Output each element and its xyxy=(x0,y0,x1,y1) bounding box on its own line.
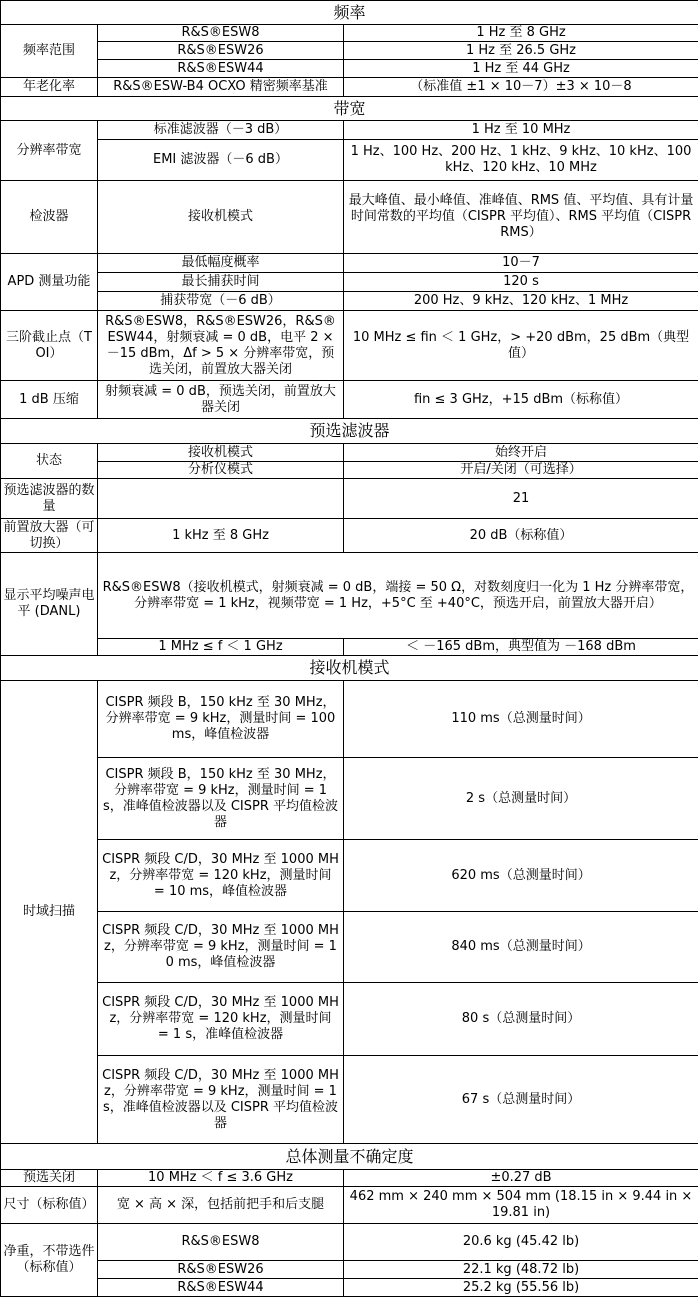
value-cell: 10－7 xyxy=(344,254,698,273)
value-cell: ±0.27 dB xyxy=(344,1170,698,1187)
value-cell: 67 s（总测量时间） xyxy=(344,1056,698,1144)
desc-cell: CISPR 频段 C/D，30 MHz 至 1000 MHz，分辨率带宽 = 120 kHz，测量时间 = 10 ms，峰值检波器 xyxy=(98,840,344,912)
row-label: 尺寸（标称值） xyxy=(1,1187,98,1224)
value-cell: 最大峰值、最小峰值、准峰值、RMS 值、平均值、具有计量时间常数的平均值（CISPR 平均值）、RMS 平均值（CISPR RMS） xyxy=(344,181,698,254)
desc-cell: 宽 × 高 × 深，包括前把手和后支腿 xyxy=(98,1187,344,1224)
table-row xyxy=(1,681,698,758)
model-cell: R&S®ESW26 xyxy=(98,42,344,60)
table-row xyxy=(1,983,698,1056)
table-row xyxy=(1,381,698,419)
table-row xyxy=(1,462,698,479)
value-cell: 462 mm × 240 mm × 504 mm (18.15 in × 9.44 in × 19.81 in) xyxy=(344,1187,698,1224)
table-row xyxy=(1,273,698,292)
section-receiver xyxy=(1,656,698,681)
value-cell: 10 MHz ≤ fin ＜ 1 GHz，> +20 dBm，25 dBm（典型值） xyxy=(344,311,698,381)
section-frequency xyxy=(1,1,698,25)
table-row xyxy=(1,60,698,78)
desc-cell: R&S®ESW8（接收机模式，射频衰减 = 0 dB，端接 = 50 Ω，对数刻度归一化为 1 Hz 分辨率带宽，分辨率带宽 = 1 kHz，视频带宽 = 1 Hz，+5°C 至 +40°C，预选开启，前置放大器开启） xyxy=(98,553,698,639)
section-title: 预选滤波器 xyxy=(1,419,698,444)
desc-cell: CISPR 频段 B，150 kHz 至 30 MHz，分辨率带宽 = 9 kHz，测量时间 = 100 ms，峰值检波器 xyxy=(98,681,344,758)
row-label: 预选关闭 xyxy=(1,1170,98,1187)
row-label: 三阶截止点（TOI） xyxy=(1,311,98,381)
table-row xyxy=(1,140,698,181)
row-label: 时域扫描 xyxy=(1,681,98,1144)
row-label: 前置放大器（可切换） xyxy=(1,519,98,553)
value-cell: 120 s xyxy=(344,273,698,292)
row-label: 检波器 xyxy=(1,181,98,254)
table-row xyxy=(1,840,698,912)
table-row xyxy=(1,1056,698,1144)
section-title: 总体测量不确定度 xyxy=(1,1144,698,1170)
desc-cell: 1 MHz ≤ f ＜ 1 GHz xyxy=(98,639,344,656)
value-cell: 20 dB（标称值） xyxy=(344,519,698,553)
desc-cell: 接收机模式 xyxy=(98,181,344,254)
table-row xyxy=(1,912,698,983)
desc-cell: CISPR 频段 C/D，30 MHz 至 1000 MHz，分辨率带宽 = 9 kHz，测量时间 = 10 ms，峰值检波器 xyxy=(98,912,344,983)
table-row xyxy=(1,25,698,42)
model-cell: R&S®ESW44 xyxy=(98,1279,344,1297)
table-row xyxy=(1,1279,698,1297)
section-preselection xyxy=(1,419,698,444)
value-cell: 620 ms（总测量时间） xyxy=(344,840,698,912)
model-cell: R&S®ESW8 xyxy=(98,1224,344,1261)
model-cell: R&S®ESW8 xyxy=(98,25,344,42)
table-row xyxy=(1,311,698,381)
table-row xyxy=(1,292,698,311)
table-row xyxy=(1,1261,698,1279)
value-cell: 1 Hz 至 10 MHz xyxy=(344,121,698,140)
value-cell: 1 Hz 至 26.5 GHz xyxy=(344,42,698,60)
value-cell: 2 s（总测量时间） xyxy=(344,758,698,840)
row-label: 年老化率 xyxy=(1,78,98,97)
value-cell: 200 Hz、9 kHz、120 kHz、1 MHz xyxy=(344,292,698,311)
value-cell: 1 Hz 至 44 GHz xyxy=(344,60,698,78)
desc-cell: CISPR 频段 C/D，30 MHz 至 1000 MHz，分辨率带宽 = 9 kHz，测量时间 = 1 s，准峰值检波器以及 CISPR 平均值检波器 xyxy=(98,1056,344,1144)
model-cell: R&S®ESW44 xyxy=(98,60,344,78)
desc-cell: R&S®ESW-B4 OCXO 精密频率基准 xyxy=(98,78,344,97)
table-row xyxy=(1,553,698,639)
value-cell: 开启/关闭（可选择） xyxy=(344,462,698,479)
value-cell: 80 s（总测量时间） xyxy=(344,983,698,1056)
model-cell: R&S®ESW26 xyxy=(98,1261,344,1279)
row-label: 频率范围 xyxy=(1,25,98,78)
desc-cell: 1 kHz 至 8 GHz xyxy=(98,519,344,553)
table-row xyxy=(1,479,698,519)
value-cell: 始终开启 xyxy=(344,444,698,462)
table-row xyxy=(1,519,698,553)
value-cell: ＜ －165 dBm，典型值为 －168 dBm xyxy=(344,639,698,656)
value-cell: fin ≤ 3 GHz，+15 dBm（标称值） xyxy=(344,381,698,419)
table-row xyxy=(1,1170,698,1187)
row-label: 状态 xyxy=(1,444,98,479)
desc-cell: 最低幅度概率 xyxy=(98,254,344,273)
row-label: APD 测量功能 xyxy=(1,254,98,311)
desc-cell: 最长捕获时间 xyxy=(98,273,344,292)
desc-cell xyxy=(98,479,344,519)
value-cell: 1 Hz、100 Hz、200 Hz、1 kHz、9 kHz、10 kHz、100 kHz、120 kHz、10 MHz xyxy=(344,140,698,181)
desc-cell: 射频衰减 = 0 dB，预选关闭，前置放大器关闭 xyxy=(98,381,344,419)
desc-cell: EMI 滤波器（－6 dB） xyxy=(98,140,344,181)
row-label: 净重，不带选件（标称值） xyxy=(1,1224,98,1297)
row-label: 显示平均噪声电平 (DANL) xyxy=(1,553,98,656)
table-row xyxy=(1,121,698,140)
desc-cell: CISPR 频段 C/D，30 MHz 至 1000 MHz，分辨率带宽 = 120 kHz，测量时间 = 1 s，准峰值检波器 xyxy=(98,983,344,1056)
desc-cell: 分析仪模式 xyxy=(98,462,344,479)
section-uncertainty xyxy=(1,1144,698,1170)
value-cell: 20.6 kg (45.42 lb) xyxy=(344,1224,698,1261)
row-label: 1 dB 压缩 xyxy=(1,381,98,419)
section-bandwidth xyxy=(1,97,698,121)
row-label: 分辨率带宽 xyxy=(1,121,98,181)
value-cell: 110 ms（总测量时间） xyxy=(344,681,698,758)
value-cell: 25.2 kg (55.56 lb) xyxy=(344,1279,698,1297)
value-cell: 22.1 kg (48.72 lb) xyxy=(344,1261,698,1279)
desc-cell: 捕获带宽（－6 dB） xyxy=(98,292,344,311)
value-cell: 1 Hz 至 8 GHz xyxy=(344,25,698,42)
table-row xyxy=(1,78,698,97)
desc-cell: CISPR 频段 B，150 kHz 至 30 MHz，分辨率带宽 = 9 kHz，测量时间 = 1 s，准峰值检波器以及 CISPR 平均值检波器 xyxy=(98,758,344,840)
table-row xyxy=(1,254,698,273)
row-label: 预选滤波器的数量 xyxy=(1,479,98,519)
value-cell: 840 ms（总测量时间） xyxy=(344,912,698,983)
section-title: 接收机模式 xyxy=(1,656,698,681)
table-row xyxy=(1,1224,698,1261)
table-row xyxy=(1,42,698,60)
value-cell: 21 xyxy=(344,479,698,519)
table-row xyxy=(1,181,698,254)
table-row xyxy=(1,444,698,462)
section-title: 带宽 xyxy=(1,97,698,121)
table-row xyxy=(1,1187,698,1224)
table-row xyxy=(1,639,698,656)
desc-cell: 标准滤波器（－3 dB） xyxy=(98,121,344,140)
table-row xyxy=(1,758,698,840)
desc-cell: 接收机模式 xyxy=(98,444,344,462)
desc-cell: 10 MHz ＜ f ≤ 3.6 GHz xyxy=(98,1170,344,1187)
desc-cell: R&S®ESW8，R&S®ESW26，R&S®ESW44，射频衰减 = 0 dB，电平 2 × －15 dBm，Δf > 5 × 分辨率带宽，预选关闭，前置放大器关闭 xyxy=(98,311,344,381)
section-title: 频率 xyxy=(1,1,698,25)
value-cell: （标准值 ±1 × 10－7）±3 × 10－8 xyxy=(344,78,698,97)
